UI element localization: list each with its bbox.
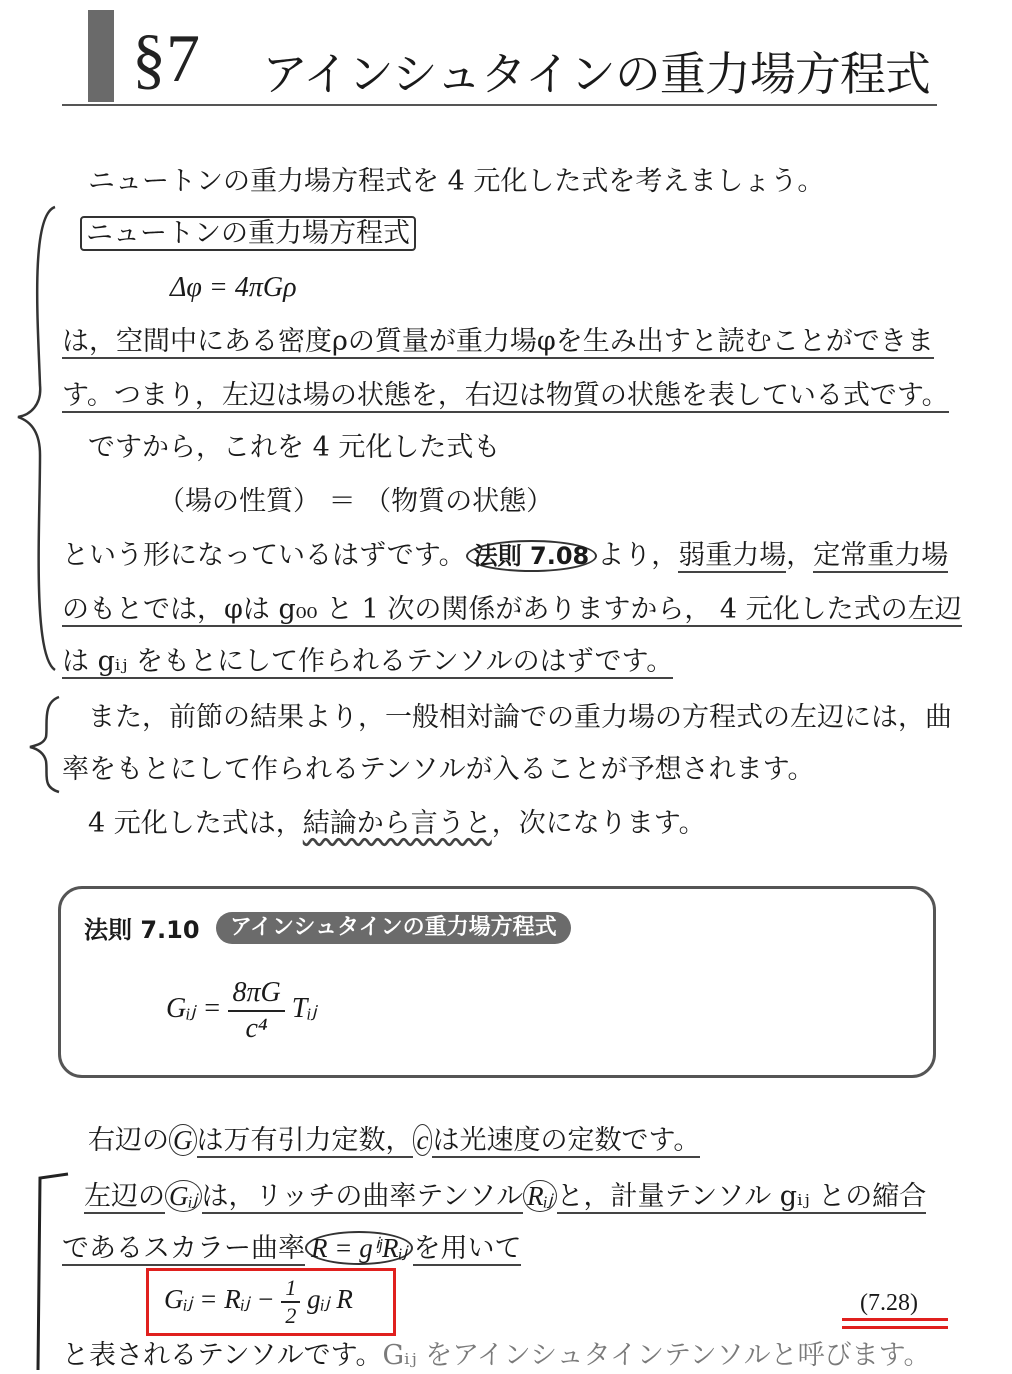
- newton-label: [80, 216, 416, 252]
- equation-7-28: [164, 1266, 353, 1332]
- p12-b: Gᵢⱼ をアインシュタインテンソルと呼びます。: [382, 1340, 931, 1371]
- G-circled: G: [169, 1124, 197, 1156]
- eq728-fraction: [281, 1275, 300, 1329]
- p9-b: は万有引力定数，: [196, 1125, 413, 1156]
- p8-pre: 4 元化した式は，: [88, 808, 303, 839]
- efe-rhs: Tᵢⱼ: [291, 993, 317, 1024]
- p6-text: は gᵢⱼ をもとにして作られるテンソルのはずです。: [62, 646, 674, 677]
- p4-comma: ，: [786, 540, 814, 571]
- title-bar-mark: [88, 10, 114, 102]
- p4-line: [62, 538, 948, 574]
- section-title: アインシュタインの重力場方程式: [262, 47, 930, 101]
- newton-label-box: ニュートンの重力場方程式: [80, 216, 416, 251]
- p10-a: 左辺の: [84, 1181, 165, 1212]
- p11-c: を用いて: [413, 1233, 522, 1264]
- p2-line1-text: は，空間中にある密度ρの質量が重力場φを生み出すと読むことができま: [62, 326, 934, 357]
- equation-number: (7.28): [860, 1290, 918, 1316]
- left-brace-large: [10, 205, 60, 675]
- p3-line: ですから，これを 4 元化した式も: [88, 432, 501, 463]
- p12-line: [62, 1338, 931, 1374]
- p6-line: [62, 644, 673, 680]
- efe-lhs: Gᵢⱼ =: [166, 993, 222, 1024]
- scalar-curvature: R = gⁱʲRᵢⱼ: [305, 1231, 413, 1265]
- law-7-08-ref: 法則 7.08: [466, 540, 598, 572]
- p3-equation: （場の性質） ＝ （物質の状態）: [158, 486, 554, 517]
- p11-a: であるスカラー曲率: [62, 1233, 305, 1264]
- law-label: 法則 7.10: [84, 916, 200, 944]
- eq728-denominator: 2: [285, 1302, 297, 1328]
- weak-gravity-field: 弱重力場: [678, 540, 787, 571]
- p10-c: と，計量テンソル gᵢⱼ との縮合: [556, 1181, 927, 1212]
- Gij-circled: Gᵢⱼ: [165, 1180, 202, 1212]
- intro-line: ニュートンの重力場方程式を 4 元化した式を考えましょう。: [88, 166, 825, 197]
- p8-wavy: 結論から言うと: [302, 808, 492, 839]
- einstein-field-equation: [166, 974, 317, 1046]
- efe-denominator: c⁴: [245, 1012, 268, 1044]
- section-number: §7: [132, 20, 200, 96]
- p9-line: [88, 1122, 700, 1159]
- left-brace-small: [24, 695, 64, 795]
- efe-fraction: [228, 976, 284, 1046]
- p10-line: [84, 1178, 926, 1215]
- p11-line: [62, 1230, 521, 1267]
- newton-equation: Δφ = 4πGρ: [170, 272, 297, 303]
- p8-post: ，次になります。: [491, 808, 706, 839]
- static-gravity-field: 定常重力場: [813, 540, 949, 571]
- p7-line1: また，前節の結果より，一般相対論での重力場の方程式の左辺には，曲: [88, 702, 952, 733]
- p8-line: [88, 806, 706, 842]
- eq728-numerator: 1: [281, 1275, 300, 1303]
- p2-line2-text: す。つまり，左辺は場の状態を，右辺は物質の状態を表している式です。: [62, 380, 949, 411]
- p12-a: と表されるテンソルです。: [62, 1340, 383, 1371]
- red-underline-2: [842, 1326, 948, 1329]
- law-title-pill: アインシュタインの重力場方程式: [216, 912, 571, 944]
- eq728-rhs: gᵢⱼ R: [307, 1284, 353, 1314]
- efe-numerator: 8πG: [228, 976, 284, 1012]
- p9-d: は光速度の定数です。: [432, 1125, 701, 1156]
- eq728-lhs: Gᵢⱼ = Rᵢⱼ −: [164, 1284, 275, 1314]
- p4-pre: という形になっているはずです。: [62, 540, 466, 571]
- red-underline-1: [842, 1318, 948, 1321]
- p5-line: [62, 592, 962, 628]
- p5-text: のもとでは，φは g₀₀ と 1 次の関係がありますから， 4 元化した式の左辺: [62, 594, 962, 625]
- p9-a: 右辺の: [88, 1125, 169, 1156]
- p10-b: は，リッチの曲率テンソル: [201, 1181, 524, 1212]
- title-rule: [62, 104, 937, 106]
- p7-line2: 率をもとにして作られるテンソルが入ることが予想されます。: [62, 754, 815, 785]
- p4-mid: より，: [597, 540, 679, 571]
- p2-line2: [62, 378, 949, 414]
- p2-line1: [62, 324, 934, 360]
- c-circled: c: [413, 1124, 433, 1156]
- Rij-circled: Rᵢⱼ: [523, 1180, 556, 1212]
